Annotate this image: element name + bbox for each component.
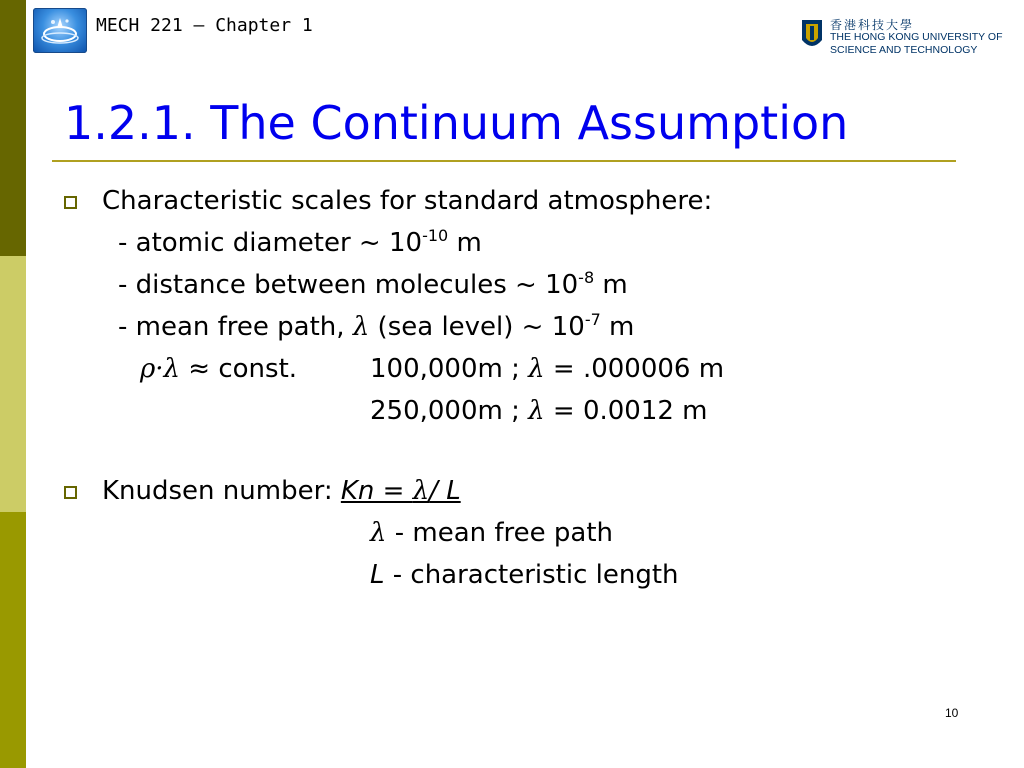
page-number: 10 — [945, 706, 959, 720]
slide-title: 1.2.1. The Continuum Assumption — [64, 96, 849, 150]
knudsen-formula-a: Kn = — [340, 476, 413, 506]
altitude-250km-line — [370, 396, 708, 426]
altitude-100km-value: 100,000m ; — [370, 354, 529, 384]
knudsen-label: Knudsen number: — [102, 476, 341, 506]
altitude-250km-result: = 0.0012 m — [544, 396, 708, 426]
mean-free-path-exponent: -7 — [584, 310, 601, 329]
university-logo — [800, 16, 1010, 60]
lambda-symbol: λ — [352, 312, 370, 342]
mean-free-path-label-b: (sea level) ~ 10 — [369, 312, 585, 342]
university-english-line2: SCIENCE AND TECHNOLOGY — [830, 44, 978, 56]
bullet-characteristic-scales: Characteristic scales for standard atmosphere: — [102, 186, 713, 216]
definition-lambda-text: - mean free path — [386, 518, 614, 548]
atomic-diameter-label: - atomic diameter ~ 10 — [118, 228, 423, 258]
molecule-distance-label: - distance between molecules ~ 10 — [118, 270, 579, 300]
title-divider — [52, 160, 956, 162]
molecule-distance-exponent: -8 — [578, 268, 595, 287]
mean-free-path-line — [118, 312, 634, 342]
mean-free-path-unit: m — [600, 312, 635, 342]
bullet-square-icon-2 — [64, 486, 77, 499]
rho-lambda-line — [140, 354, 297, 384]
atomic-diameter-unit: m — [448, 228, 482, 258]
definition-l-line — [370, 560, 679, 590]
knudsen-line — [102, 476, 461, 506]
course-logo-icon — [33, 8, 87, 53]
knudsen-formula — [341, 476, 461, 506]
course-header-title: MECH 221 – Chapter 1 — [96, 15, 313, 36]
sidebar-segment-top — [0, 0, 26, 256]
molecule-distance-unit: m — [594, 270, 628, 300]
sidebar-segment-middle — [0, 256, 26, 512]
knudsen-formula-b: / L — [429, 476, 461, 506]
mean-free-path-label-a: - mean free path, — [118, 312, 353, 342]
sidebar-segment-bottom — [0, 512, 26, 768]
definition-l-text: - characteristic length — [384, 560, 679, 590]
altitude-250km-value: 250,000m ; — [370, 396, 529, 426]
atomic-diameter-line — [118, 228, 482, 258]
atomic-diameter-exponent: -10 — [422, 226, 449, 245]
definition-l-symbol: L — [370, 560, 385, 590]
bullet-square-icon — [64, 196, 77, 209]
molecule-distance-line — [118, 270, 628, 300]
lambda-symbol-2: λ — [528, 354, 545, 384]
lambda-symbol-3: λ — [528, 396, 545, 426]
altitude-100km-result: = .000006 m — [544, 354, 725, 384]
definition-lambda-line — [370, 518, 613, 548]
sidebar-decoration — [0, 0, 26, 768]
rho-lambda-symbol: ρ·λ — [140, 354, 181, 384]
const-label: const. — [218, 354, 298, 384]
approx-symbol: ≈ — [180, 354, 219, 384]
definition-lambda-symbol: λ — [370, 518, 387, 548]
university-emblem-icon — [800, 16, 824, 54]
university-english-line1: THE HONG KONG UNIVERSITY OF — [830, 31, 1003, 43]
university-chinese-name: 香港科技大學 — [830, 18, 915, 32]
altitude-100km-line — [370, 354, 724, 384]
knudsen-formula-lambda: λ — [412, 476, 430, 506]
